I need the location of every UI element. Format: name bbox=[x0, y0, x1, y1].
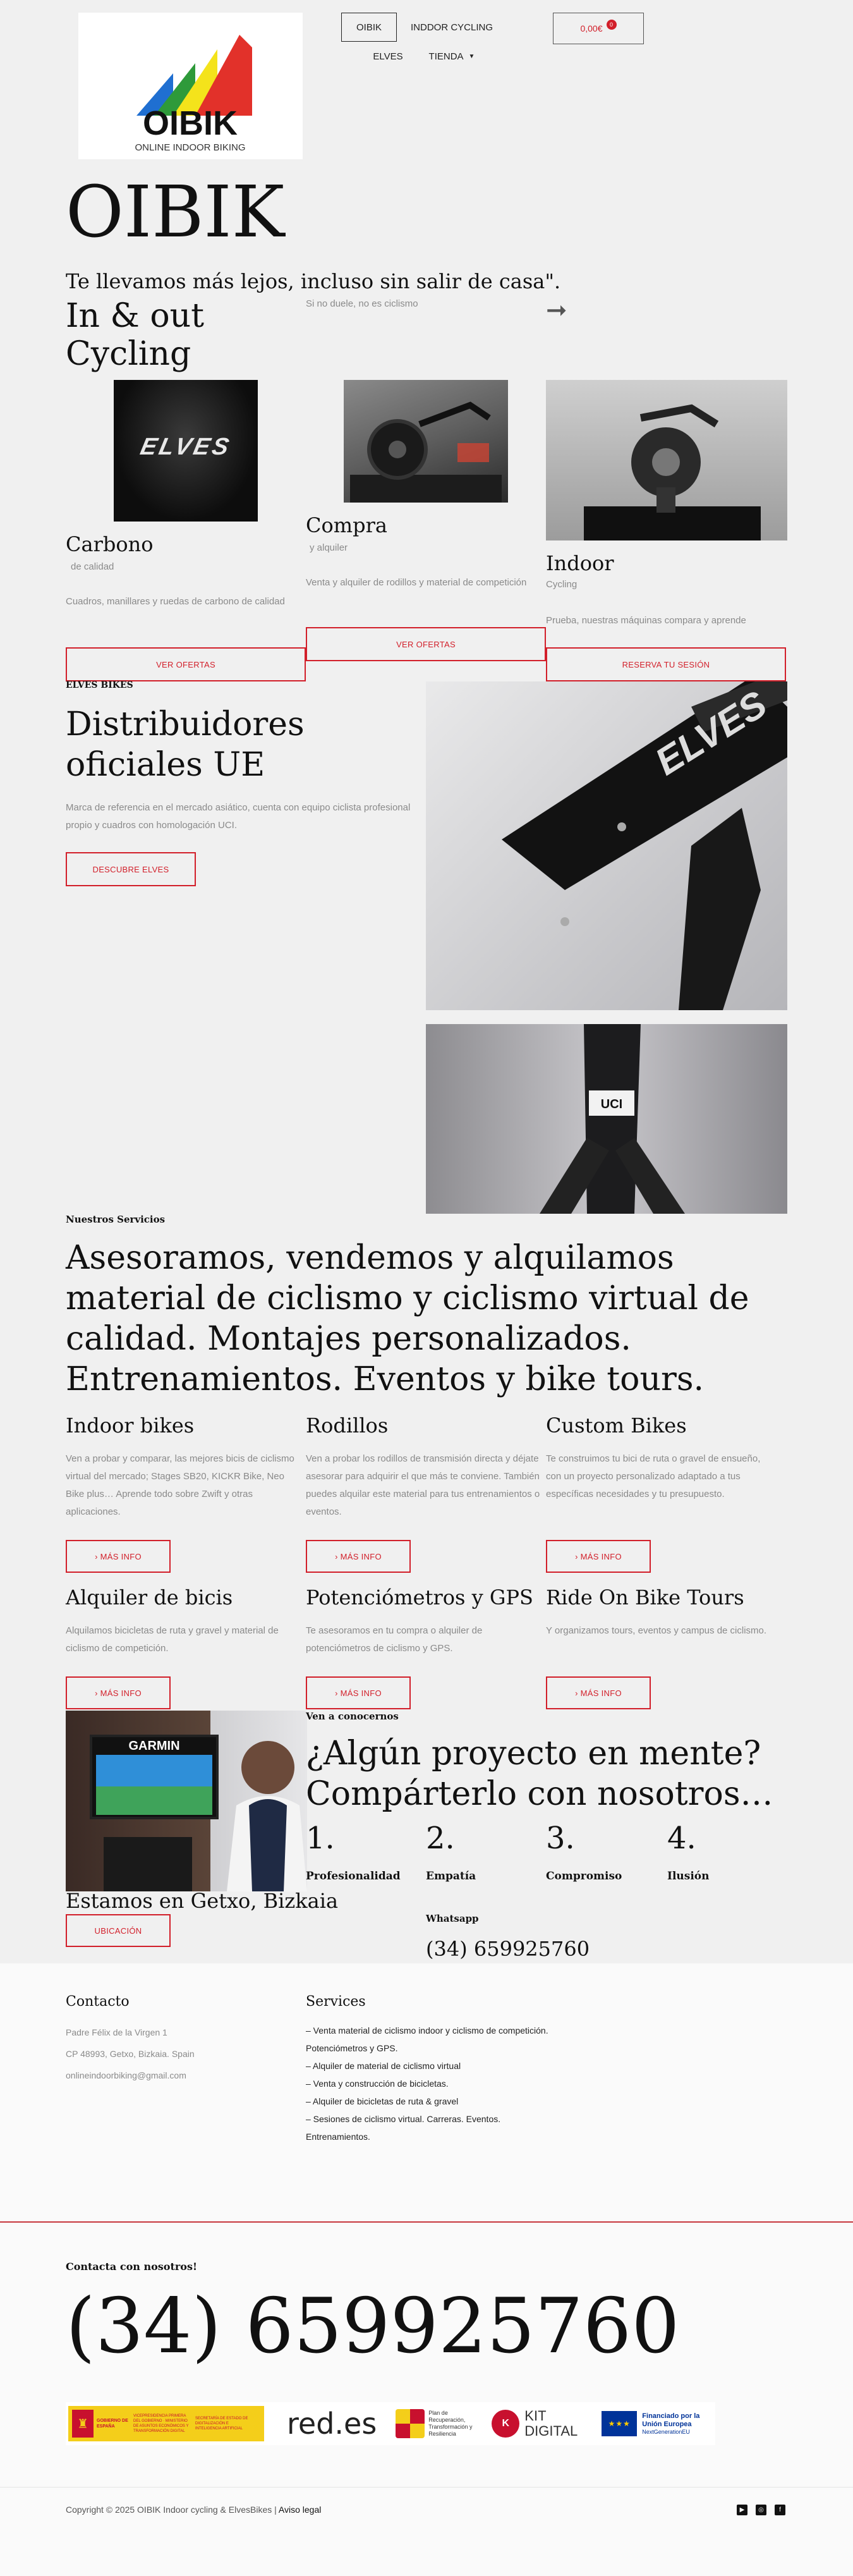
cta-kicker: Ven a conocernos bbox=[306, 1711, 399, 1722]
footer-contact-title: Contacto bbox=[66, 1994, 130, 2010]
service-custom-mas-info-button[interactable]: › MÁS INFO bbox=[546, 1540, 651, 1573]
service-indoor-title: Indoor bikes bbox=[66, 1413, 195, 1438]
recuperacion-logo bbox=[396, 2409, 483, 2438]
garmin-screen-text: GARMIN bbox=[128, 1739, 180, 1753]
card-indoor-title: Indoor bbox=[546, 551, 614, 575]
eu-funding-logo bbox=[602, 2411, 701, 2436]
garmin-event-image bbox=[66, 1711, 307, 1891]
card-carbono-title: Carbono bbox=[66, 532, 154, 556]
arrow-right-icon[interactable]: ➞ bbox=[546, 296, 567, 324]
cta-headline: ¿Algún proyecto en mente? Compárterlo con nosotros… bbox=[306, 1735, 773, 1813]
service-tours-desc: Y organizamos tours, eventos y campus de ciclismo. bbox=[546, 1625, 767, 1636]
service-tours-title: Ride On Bike Tours bbox=[546, 1585, 744, 1609]
ver-ofertas-compra-button[interactable]: VER OFERTAS bbox=[306, 627, 546, 661]
ver-ofertas-carbono-button[interactable]: VER OFERTAS bbox=[66, 647, 306, 681]
footer-services-list bbox=[306, 2022, 559, 2146]
redes-logo-text: red.es bbox=[287, 2407, 377, 2441]
value-1-number: 1. bbox=[306, 1821, 335, 1856]
site-logo[interactable] bbox=[78, 13, 303, 159]
service-indoor-desc: Ven a probar y comparar, las mejores bicis de ciclismo virtual del mercado; Stages SB20, KICKR Bike, Neo Bike plus… Aprende todo sobre Zwift y otras aplicaciones. bbox=[66, 1453, 294, 1517]
value-3-number: 3. bbox=[546, 1821, 575, 1856]
service-custom-title: Custom Bikes bbox=[546, 1413, 687, 1438]
service-rodillos-desc: Ven a probar los rodillos de transmisión directa y déjate asesorar para adquirir el que más te conviene. También puedes alquilar este material para tus entrenamientos o eventos. bbox=[306, 1453, 540, 1517]
footer-services-title: Services bbox=[306, 1994, 366, 2010]
nav-elves[interactable]: ELVES bbox=[373, 51, 403, 62]
ubicacion-button[interactable]: UBICACIÓN bbox=[66, 1914, 171, 1947]
footer-service-line: – Sesiones de ciclismo virtual. Carreras. Eventos. Entrenamientos. bbox=[306, 2114, 501, 2142]
card-compra-title: Compra bbox=[306, 513, 387, 537]
copyright-text: Copyright © 2025 OIBIK Indoor cycling & ElvesBikes | bbox=[66, 2505, 277, 2515]
nav-tienda-label: TIENDA bbox=[428, 51, 464, 62]
kit-digital-text: KIT DIGITAL bbox=[524, 2408, 578, 2439]
card-carbono-desc: Cuadros, manillares y ruedas de carbono de calidad bbox=[66, 596, 285, 607]
service-custom-desc: Te construimos tu bici de ruta o gravel de ensueño, con un proyecto personalizado adaptado a tus específicas necesidades y tu presupuesto. bbox=[546, 1453, 761, 1499]
uci-label: UCI bbox=[600, 1097, 623, 1111]
logo-text: OIBIK bbox=[142, 104, 238, 142]
footer-email-link[interactable]: onlineindoorbiking@gmail.com bbox=[66, 2070, 186, 2080]
footer-service-line: – Alquiler de material de ciclismo virtual bbox=[306, 2061, 461, 2071]
big-phone-number[interactable]: (34) 659925760 bbox=[66, 2283, 680, 2371]
indoor-image bbox=[546, 380, 787, 540]
service-indoor-mas-info-button[interactable]: › MÁS INFO bbox=[66, 1540, 171, 1573]
service-rodillos-mas-info-button[interactable]: › MÁS INFO bbox=[306, 1540, 411, 1573]
value-4-number: 4. bbox=[667, 1821, 696, 1856]
section-title-in-out: In & out Cycling bbox=[66, 297, 205, 373]
indoor-bike-illustration bbox=[546, 380, 787, 540]
reserva-sesion-button[interactable]: RESERVA TU SESIÓN bbox=[546, 647, 786, 681]
recuperacion-text: Plan de Recuperación, Transformación y Resiliencia bbox=[428, 2410, 473, 2437]
elves-uci-image bbox=[426, 1024, 787, 1214]
call-kicker: Contacta con nosotros! bbox=[66, 2261, 197, 2273]
hero-title: OIBIK bbox=[66, 171, 285, 253]
value-1-label: Profesionalidad bbox=[306, 1870, 401, 1883]
carbono-image bbox=[114, 380, 258, 522]
service-tours-mas-info-button[interactable]: › MÁS INFO bbox=[546, 1676, 651, 1709]
service-alquiler-title: Alquiler de bicis bbox=[66, 1585, 233, 1609]
eu-funding-text: Financiado por la Unión Europea bbox=[642, 2412, 700, 2428]
hero-tagline: Te llevamos más lejos, incluso sin salir de casa". bbox=[66, 269, 561, 293]
recuperacion-mark-icon bbox=[396, 2409, 425, 2438]
cart-count-badge: 0 bbox=[607, 20, 617, 30]
hero-subtitle: Si no duele, no es ciclismo bbox=[306, 298, 418, 309]
service-rodillos-title: Rodillos bbox=[306, 1413, 389, 1438]
value-2-number: 2. bbox=[426, 1821, 455, 1856]
value-4-label: Ilusión bbox=[667, 1870, 710, 1883]
card-carbono-sub: de calidad bbox=[71, 561, 114, 572]
coat-of-arms-icon: ♜ bbox=[72, 2410, 94, 2438]
funding-logos-strip bbox=[66, 2402, 715, 2445]
card-indoor-sub: Cycling bbox=[546, 579, 578, 590]
card-indoor-desc: Prueba, nuestras máquinas compara y aprende bbox=[546, 615, 746, 626]
card-compra-sub: y alquiler bbox=[310, 542, 348, 553]
value-2-label: Empatía bbox=[426, 1870, 476, 1883]
nav-indoor-cycling[interactable]: INDDOR CYCLING bbox=[410, 21, 493, 33]
footer-city-line: CP 48993, Getxo, Bizkaia. Spain bbox=[66, 2049, 195, 2059]
footer-service-line: – Alquiler de bicicletas de ruta & gravel bbox=[306, 2096, 459, 2106]
frame-logo-text: ELVES bbox=[648, 682, 774, 784]
elves-kicker: ELVES BIKES bbox=[66, 680, 133, 690]
trainer-illustration bbox=[344, 380, 508, 503]
garmin-screen-illustration bbox=[66, 1711, 307, 1891]
bike-frame-illustration bbox=[426, 681, 787, 1010]
eu-flag-icon: ★★★ bbox=[602, 2411, 637, 2436]
nav-tienda[interactable] bbox=[420, 42, 483, 71]
copyright-bar bbox=[0, 2487, 853, 2576]
service-potenciometros-title: Potenciómetros y GPS bbox=[306, 1585, 533, 1609]
ministerio-text: VICEPRESIDENCIA PRIMERA DEL GOBIERNO · MINISTERIO DE ASUNTOS ECONÓMICOS Y TRANSFORMACIÓN DIGITAL bbox=[133, 2414, 189, 2433]
services-headline: Asesoramos, vendemos y alquilamos material de ciclismo y ciclismo virtual de calidad. Montajes personalizados. Entrenamientos. Eventos y bike tours. bbox=[66, 1239, 749, 1398]
services-kicker: Nuestros Servicios bbox=[66, 1214, 166, 1225]
secretaria-text: SECRETARÍA DE ESTADO DE DIGITALIZACIÓN E INTELIGENCIA ARTIFICIAL bbox=[195, 2417, 248, 2431]
next-generation-text: NextGenerationEU bbox=[642, 2429, 690, 2435]
copyright-row bbox=[66, 2505, 321, 2515]
gobierno-text: GOBIERNO DE ESPAÑA bbox=[97, 2419, 128, 2429]
service-alquiler-mas-info-button[interactable]: › MÁS INFO bbox=[66, 1676, 171, 1709]
instagram-icon[interactable]: ◎ bbox=[756, 2505, 766, 2515]
chevron-down-icon: ▼ bbox=[468, 52, 475, 60]
facebook-icon[interactable]: f bbox=[775, 2505, 785, 2515]
whatsapp-label: Whatsapp bbox=[426, 1913, 479, 1924]
nav-oibik[interactable]: OIBIK bbox=[341, 13, 397, 42]
cart-button[interactable] bbox=[553, 13, 644, 44]
logo-graphic bbox=[78, 13, 303, 159]
aviso-legal-link[interactable]: Aviso legal bbox=[278, 2505, 322, 2515]
footer-service-line: – Venta y construcción de bicicletas. bbox=[306, 2079, 449, 2089]
service-alquiler-desc: Alquilamos bicicletas de ruta y gravel y material de ciclismo de competición. bbox=[66, 1625, 279, 1654]
footer-address-line: Padre Félix de la Virgen 1 bbox=[66, 2027, 167, 2037]
elves-logo-text: ELVES bbox=[138, 434, 234, 460]
compra-image bbox=[344, 380, 508, 503]
youtube-icon[interactable]: ▶ bbox=[737, 2505, 747, 2515]
whatsapp-number[interactable]: (34) 659925760 bbox=[426, 1937, 590, 1961]
kit-digital-logo bbox=[492, 2408, 588, 2439]
descubre-elves-button[interactable]: DESCUBRE ELVES bbox=[66, 852, 196, 886]
service-potenciometros-mas-info-button[interactable]: › MÁS INFO bbox=[306, 1676, 411, 1709]
cart-amount: 0,00€ bbox=[580, 23, 603, 34]
gobierno-logo bbox=[68, 2406, 264, 2441]
footer-service-line: – Venta material de ciclismo indoor y ciclismo de competición. Potenciómetros y GPS. bbox=[306, 2025, 548, 2053]
service-potenciometros-desc: Te asesoramos en tu compra o alquiler de potenciómetros de ciclismo y GPS. bbox=[306, 1625, 483, 1654]
elves-title: Distribuidores oficiales UE bbox=[66, 705, 305, 784]
footer-contact-block bbox=[66, 2022, 195, 2086]
kit-digital-mark-icon: K bbox=[492, 2410, 519, 2438]
elves-frame-image bbox=[426, 681, 787, 1010]
logo-subtitle: ONLINE INDOOR BIKING bbox=[135, 142, 246, 153]
eu-funding-text-block bbox=[642, 2412, 701, 2435]
location-title: Estamos en Getxo, Bizkaia bbox=[66, 1889, 339, 1913]
uci-fork-illustration bbox=[426, 1024, 787, 1214]
card-compra-desc: Venta y alquiler de rodillos y material de competición bbox=[306, 577, 527, 588]
value-3-label: Compromiso bbox=[546, 1870, 622, 1883]
elves-desc: Marca de referencia en el mercado asiático, cuenta con equipo ciclista profesional propio y cuadros con homologación UCI. bbox=[66, 802, 411, 831]
